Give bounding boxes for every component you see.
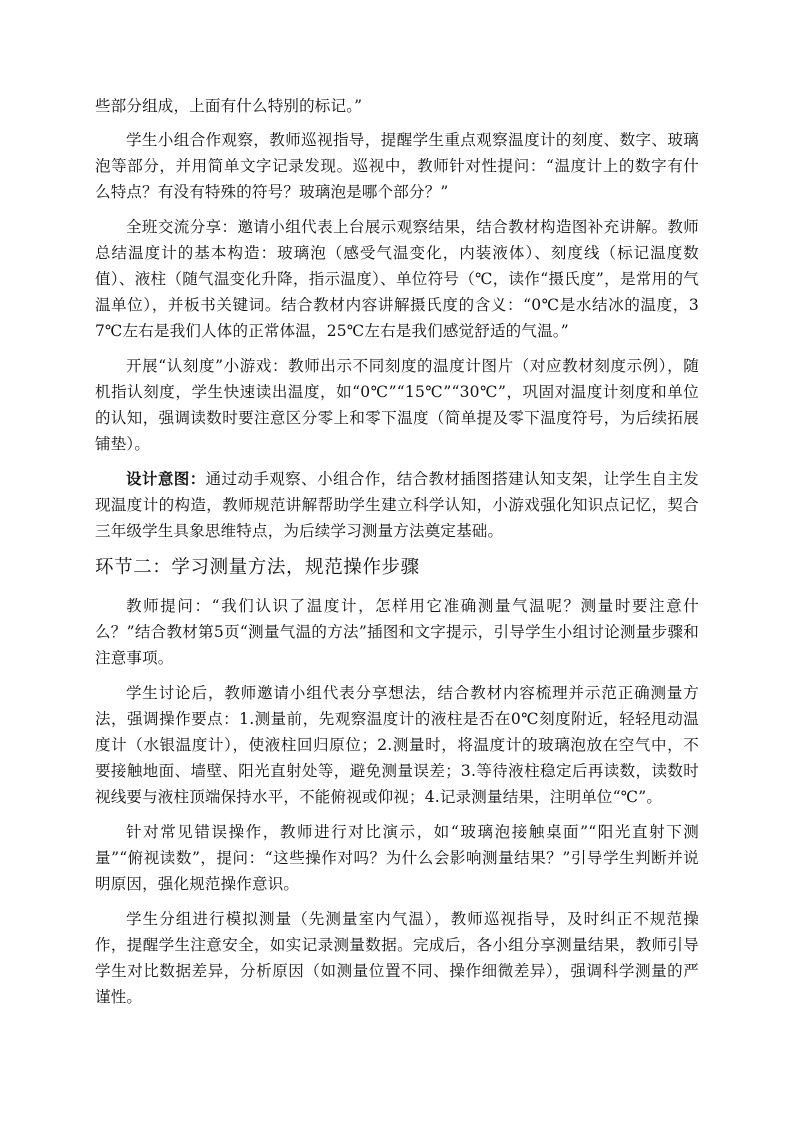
paragraph-continuation: 些部分组成，上面有什么特别的标记。” <box>95 97 363 115</box>
paragraph-class-sharing: 全班交流分享：邀请小组代表上台展示观察结果，结合教材构造图补充讲解。教师总结温度计的基本构造：玻璃泡（感受气温变化，内装液体）、刻度线（标记温度数值）、液柱（随气温变化升降，指示温度）、单位符号（℃，读作“摄氏度”，是常用的气温单位），并板书关键词。结合教材内容讲解摄氏度的含义：“0℃是水结冰的温度，37℃左右是我们人体的正常体温，25℃左右是我们感觉舒适的气温。” <box>95 218 699 340</box>
paragraph-scale-game: 开展“认刻度”小游戏：教师出示不同刻度的温度计图片（对应教材刻度示例），随机指认刻度，学生快速读出温度，如“0℃”“15℃”“30℃”，巩固对温度计刻度和单位的认知，强调读数时要注意区分零上和零下温度（简单提及零下温度符号，为后续拓展铺垫）。 <box>95 357 699 453</box>
design-intent-label: 设计意图： <box>126 469 206 488</box>
paragraph-teacher-question: 教师提问：“我们认识了温度计，怎样用它准确测量气温呢？测量时要注意什么？”结合教材第5页“测量气温的方法”插图和文字提示，引导学生小组讨论测量步骤和注意事项。 <box>95 597 699 667</box>
document-body <box>95 93 699 1019</box>
paragraph-measurement-steps: 学生讨论后，教师邀请小组代表分享想法，结合教材内容梳理并示范正确测量方法，强调操作要点：1.测量前，先观察温度计的液柱是否在0℃刻度附近，轻轻甩动温度计（水银温度计），使液柱回归原位；2.测量时，将温度计的玻璃泡放在空气中，不要接触地面、墙壁、阳光直射处等，避免测量误差；3.等待液柱稳定后再读数，读数时视线要与液柱顶端保持水平，不能俯视或仰视；4.记录测量结果，注明单位“℃”。 <box>95 684 699 806</box>
design-intent-text: 通过动手观察、小组合作，结合教材插图搭建认知支架，让学生自主发现温度计的构造，教师规范讲解帮助学生建立科学认知，小游戏强化知识点记忆，契合三年级学生具象思维特点，为后续学习测量方法奠定基础。 <box>95 470 699 540</box>
paragraph-group-observation: 学生小组合作观察，教师巡视指导，提醒学生重点观察温度计的刻度、数字、玻璃泡等部分，并用简单文字记录发现。巡视中，教师针对性提问：“温度计上的数字有什么特点？有没有特殊的符号？玻璃泡是哪个部分？” <box>95 131 699 201</box>
design-intent-paragraph <box>95 466 699 544</box>
section-heading: 环节二：学习测量方法，规范操作步骤 <box>95 557 420 578</box>
paragraph-error-demo: 针对常见错误操作，教师进行对比演示，如“玻璃泡接触桌面”“阳光直射下测量”“俯视读数”，提问：“这些操作对吗？为什么会影响测量结果？”引导学生判断并说明原因，强化规范操作意识。 <box>95 823 699 893</box>
paragraph-group-practice: 学生分组进行模拟测量（先测量室内气温），教师巡视指导，及时纠正不规范操作，提醒学生注意安全，如实记录测量数据。完成后，各小组分享测量结果，教师引导学生对比数据差异，分析原因（如测量位置不同、操作细微差异），强调科学测量的严谨性。 <box>95 910 699 1006</box>
